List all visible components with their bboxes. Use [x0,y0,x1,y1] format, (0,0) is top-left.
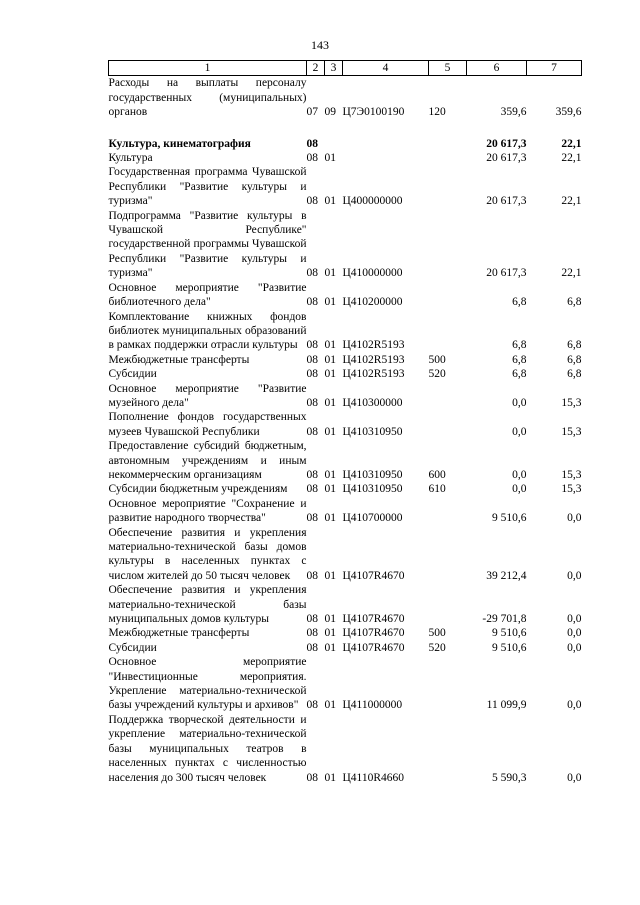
table-row [109,310,582,353]
row-name: Межбюджетные трансферты [108,353,250,366]
row-section [307,120,325,137]
row-name: Государственная программа Чувашской Республики "Развитие культуры и туризма" [108,166,307,208]
row-subsection: 01 [324,339,336,352]
row-target-article: Ц4102R5193 [342,339,405,352]
row-expense-type: 120 [428,106,446,119]
row-subsection: 01 [324,627,336,640]
row-section: 08 [306,353,318,366]
row-amount-alt: 6,8 [567,353,582,366]
row-section: 08 [306,425,318,438]
row-section: 08 [306,368,318,381]
row-amount: 20 617,3 [486,195,527,208]
header-col-4: 4 [343,61,429,76]
row-subsection: 01 [324,613,336,626]
row-expense-type [429,120,467,137]
row-name: Культура, кинематография [108,137,251,150]
row-expense-type [429,165,467,208]
row-amount-alt: 0,0 [567,613,582,626]
row-subsection: 01 [324,569,336,582]
table-row [109,165,582,208]
table-row [109,281,582,310]
row-target-article: Ц410310950 [342,425,403,438]
row-amount: 0,0 [512,425,527,438]
row-name: Обеспечение развития и укрепления материально-технической базы домов культуры в населенных пунктах с числом жителей до 50 тысяч человек [108,526,307,582]
row-expense-type: 520 [428,368,446,381]
row-section: 08 [306,512,318,525]
row-amount-alt: 6,8 [567,368,582,381]
row-target-article: Ц410310950 [342,483,403,496]
row-amount: 20 617,3 [486,267,527,280]
row-name: Субсидии [108,368,157,381]
row-amount: 11 099,9 [486,699,527,712]
row-amount: 20 617,3 [486,152,527,165]
row-expense-type [429,655,467,713]
row-target-article [343,151,429,165]
row-amount-alt [527,120,582,137]
row-amount: 6,8 [512,353,527,366]
row-section: 08 [306,699,318,712]
row-amount-alt: 22,1 [561,267,582,280]
row-target-article [343,137,429,151]
row-expense-type [429,497,467,526]
row-section: 08 [306,195,318,208]
row-expense-type [429,583,467,626]
row-name: Поддержка творческой деятельности и укрепление материально-технической базы муниципальных театров в населенных пунктах с численностью населения до 300 тысяч человек [108,713,307,784]
table-row [109,482,582,496]
table-row [109,151,582,165]
row-amount [467,120,527,137]
row-amount: 9 510,6 [492,512,527,525]
table-row [109,353,582,367]
row-amount-alt: 6,8 [567,296,582,309]
row-expense-type [429,310,467,353]
row-expense-type: 520 [428,641,446,654]
row-subsection: 01 [324,396,336,409]
table-row [109,655,582,713]
row-section: 08 [306,296,318,309]
row-target-article: Ц410310950 [342,468,403,481]
table-row [109,713,582,785]
row-amount: 0,0 [512,483,527,496]
row-expense-type [429,526,467,584]
row-amount-alt: 15,3 [561,425,582,438]
row-amount: -29 701,8 [482,613,527,626]
row-section: 08 [306,613,318,626]
row-amount: 0,0 [512,468,527,481]
row-amount-alt: 0,0 [567,699,582,712]
row-section: 08 [306,137,318,150]
budget-table [108,60,582,785]
table-row [109,641,582,655]
row-amount-alt: 0,0 [567,627,582,640]
row-name: Основное мероприятие "Развитие музейного дела" [108,382,307,409]
row-target-article: Ц4107R4670 [342,641,405,654]
row-amount: 9 510,6 [492,641,527,654]
row-target-article: Ц4102R5193 [342,368,405,381]
row-name [109,120,307,137]
row-name: Основное мероприятие "Сохранение и развитие народного творчества" [108,497,307,525]
row-expense-type [429,713,467,785]
row-amount: 6,8 [512,368,527,381]
row-amount: 359,6 [500,106,527,119]
row-expense-type: 610 [428,483,446,496]
row-amount: 6,8 [512,339,527,352]
row-amount-alt: 359,6 [555,106,582,119]
row-expense-type: 500 [428,627,446,640]
row-subsection: 01 [324,699,336,712]
row-target-article: Ц7Э0100190 [342,106,405,119]
row-section: 08 [306,483,318,496]
table-row [109,76,582,120]
row-amount-alt: 0,0 [567,512,582,525]
row-subsection: 01 [324,641,336,654]
row-target-article: Ц4107R4670 [342,569,405,582]
row-target-article: Ц410300000 [342,396,403,409]
table-row [109,497,582,526]
row-name: Подпрограмма "Развитие культуры в Чувашской Республике" государственной программы Чувашской Республики "Развитие культуры и туризма" [108,209,307,280]
row-expense-type [429,209,467,281]
row-section: 08 [306,641,318,654]
row-target-article: Ц410200000 [342,296,403,309]
row-amount: 5 590,3 [492,771,527,784]
row-target-article: Ц400000000 [342,195,403,208]
header-row [109,61,582,76]
row-amount-alt: 0,0 [567,641,582,654]
row-subsection: 01 [324,425,336,438]
row-subsection: 01 [324,195,336,208]
row-amount-alt: 22,1 [561,152,582,165]
table-row [109,583,582,626]
row-expense-type [429,137,467,151]
row-name: Межбюджетные трансферты [108,627,250,640]
row-section: 08 [306,339,318,352]
row-section: 08 [306,627,318,640]
row-target-article: Ц410700000 [342,512,403,525]
table-row [109,137,582,151]
row-subsection: 01 [324,483,336,496]
row-amount-alt: 15,3 [561,483,582,496]
header-col-6: 6 [467,61,527,76]
header-col-5: 5 [429,61,467,76]
row-section: 08 [306,396,318,409]
table-row [109,626,582,640]
table-row [109,120,582,137]
row-amount-alt: 15,3 [561,396,582,409]
row-section: 07 [306,106,318,119]
row-name: Субсидии бюджетным учреждениям [108,483,288,496]
row-subsection: 01 [324,468,336,481]
row-section: 08 [306,152,318,165]
row-target-article: Ц411000000 [342,699,403,712]
row-amount: 9 510,6 [492,627,527,640]
row-name: Предоставление субсидий бюджетным, автономным учреждениям и иным некоммерческим организациям [108,440,307,481]
table-row [109,367,582,381]
row-expense-type: 500 [428,353,446,366]
row-section: 08 [306,569,318,582]
row-subsection: 01 [324,296,336,309]
row-subsection: 01 [324,512,336,525]
header-col-2: 2 [307,61,325,76]
table-row [109,439,582,482]
row-name: Пополнение фондов государственных музеев Чувашской Республики [108,411,307,438]
row-target-article [343,120,429,137]
row-amount: 6,8 [512,296,527,309]
row-name: Культура [108,152,153,165]
row-subsection: 01 [324,152,336,165]
table-row [109,526,582,584]
row-expense-type [429,410,467,439]
row-name: Обеспечение развития и укрепления материально-технической базы муниципальных домов культуры [108,584,307,626]
row-subsection [325,137,343,151]
row-name: Расходы на выплаты персоналу государственных (муниципальных) органов [108,77,307,119]
header-col-1: 1 [109,61,307,76]
row-target-article: Ц4107R4670 [342,613,405,626]
row-subsection: 09 [324,106,336,119]
row-section: 08 [306,771,318,784]
row-expense-type [429,281,467,310]
table-row [109,209,582,281]
row-amount: 20 617,3 [486,137,527,150]
row-amount: 39 212,4 [486,569,527,582]
row-section: 08 [306,267,318,280]
row-section: 08 [306,468,318,481]
row-target-article: Ц4110R4660 [342,771,405,784]
row-name: Комплектование книжных фондов библиотек муниципальных образований в рамках поддержки отрасли культуры [108,310,307,352]
row-amount-alt: 0,0 [567,771,582,784]
header-col-3: 3 [325,61,343,76]
row-amount: 0,0 [512,396,527,409]
row-name: Основное мероприятие "Развитие библиотечного дела" [108,281,307,309]
row-amount-alt: 0,0 [567,569,582,582]
row-amount-alt: 22,1 [561,195,582,208]
row-target-article: Ц410000000 [342,267,403,280]
row-target-article: Ц4107R4670 [342,627,405,640]
row-subsection: 01 [324,771,336,784]
row-subsection: 01 [324,353,336,366]
row-subsection: 01 [324,267,336,280]
row-name: Субсидии [108,641,157,654]
row-subsection: 01 [324,368,336,381]
row-target-article: Ц4102R5193 [342,353,405,366]
row-subsection [325,120,343,137]
header-col-7: 7 [527,61,582,76]
row-expense-type [429,151,467,165]
page-number: 143 [311,38,329,52]
table-row [109,382,582,411]
row-name: Основное мероприятие "Инвестиционные мероприятия. Укрепление материально-технической базы учреждений культуры и архивов" [108,656,307,712]
row-amount-alt: 6,8 [567,339,582,352]
row-expense-type: 600 [428,468,446,481]
table-row [109,410,582,439]
row-amount-alt: 22,1 [561,137,582,150]
row-expense-type [429,382,467,411]
row-amount-alt: 15,3 [561,468,582,481]
